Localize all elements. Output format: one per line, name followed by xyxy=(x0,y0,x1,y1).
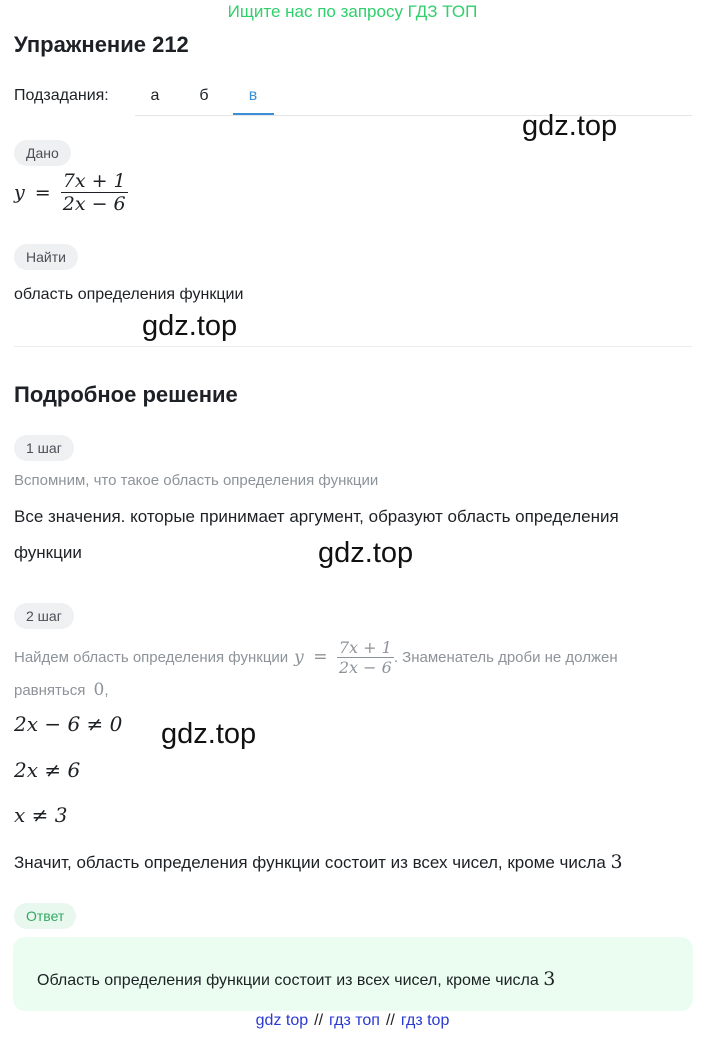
tab-v[interactable]: в xyxy=(248,87,258,104)
footer-separator: // xyxy=(385,1012,395,1029)
given-lhs: y xyxy=(14,181,25,204)
equation-3: x ≠ 3 xyxy=(14,803,68,827)
conclusion-sentence: Значит, область определения функции состоит из всех чисел, кроме числа xyxy=(14,853,606,872)
equation-2: 2x ≠ 6 xyxy=(14,758,81,782)
given-denominator: 2x − 6 xyxy=(62,193,126,215)
footer-link-3[interactable]: гдз top xyxy=(400,1012,450,1029)
tab-b[interactable]: б xyxy=(199,87,209,104)
step2-hint xyxy=(14,634,618,680)
step2-hint-before: Найдем область определения функции xyxy=(14,648,289,666)
conclusion-text xyxy=(14,851,623,873)
equation-1: 2x − 6 ≠ 0 xyxy=(14,712,123,736)
step2-hint-numerator: 7x + 1 xyxy=(338,637,392,657)
footer-links xyxy=(0,1012,705,1030)
given-fraction xyxy=(61,170,128,215)
step2-hint-comma: , xyxy=(104,682,109,699)
given-numerator: 7x + 1 xyxy=(62,170,126,192)
step2-hint-line2-text: равняться xyxy=(14,682,86,699)
step2-hint-zero: 0 xyxy=(93,680,105,700)
step2-hint-formula: y = $\frac{7x + 1}{2x - 6}$ xyxy=(294,637,392,677)
step2-hint-line2 xyxy=(14,680,109,700)
watermark: gdz.top xyxy=(161,718,257,750)
answer-text xyxy=(37,968,555,990)
solution-title: Подробное решение xyxy=(14,382,238,407)
page-title: Упражнение 212 xyxy=(14,32,189,57)
step1-text-line1: Все значения. которые принимает аргумент, образуют область определения xyxy=(14,507,619,526)
answer-number: 3 xyxy=(543,968,556,990)
watermark: gdz.top xyxy=(522,110,618,142)
section-divider xyxy=(14,346,692,347)
step2-pill: 2 шаг xyxy=(14,603,74,629)
tab-a[interactable]: а xyxy=(150,87,160,104)
conclusion-number: 3 xyxy=(610,851,623,873)
find-pill: Найти xyxy=(14,244,78,270)
watermark: gdz.top xyxy=(318,537,414,569)
given-formula: y = $\frac{7x + 1}{2x - 6}$ xyxy=(14,170,126,215)
footer-separator: // xyxy=(314,1012,324,1029)
find-text: область определения функции xyxy=(14,286,244,303)
step2-hint-fraction xyxy=(337,638,394,677)
step1-hint: Вспомним, что такое область определения функции xyxy=(14,472,379,489)
step1-text-line2: функции xyxy=(14,543,82,562)
active-tab-indicator xyxy=(233,113,274,115)
footer-link-2[interactable]: гдз топ xyxy=(329,1012,380,1029)
watermark: gdz.top xyxy=(142,310,238,342)
subtasks-label: Подзадания: xyxy=(14,87,109,104)
given-pill: Дано xyxy=(14,140,71,166)
answer-pill: Ответ xyxy=(14,903,76,929)
answer-sentence: Область определения функции состоит из всех чисел, кроме числа xyxy=(37,972,539,989)
step2-hint-denominator: 2x − 6 xyxy=(338,657,392,677)
step2-hint-after: . Знаменатель дроби не должен xyxy=(393,648,618,666)
top-banner[interactable]: Ищите нас по запросу ГДЗ ТОП xyxy=(227,2,478,21)
footer-link-1[interactable]: gdz top xyxy=(255,1012,309,1029)
step1-pill: 1 шаг xyxy=(14,435,74,461)
step2-hint-lhs: y xyxy=(294,647,304,667)
